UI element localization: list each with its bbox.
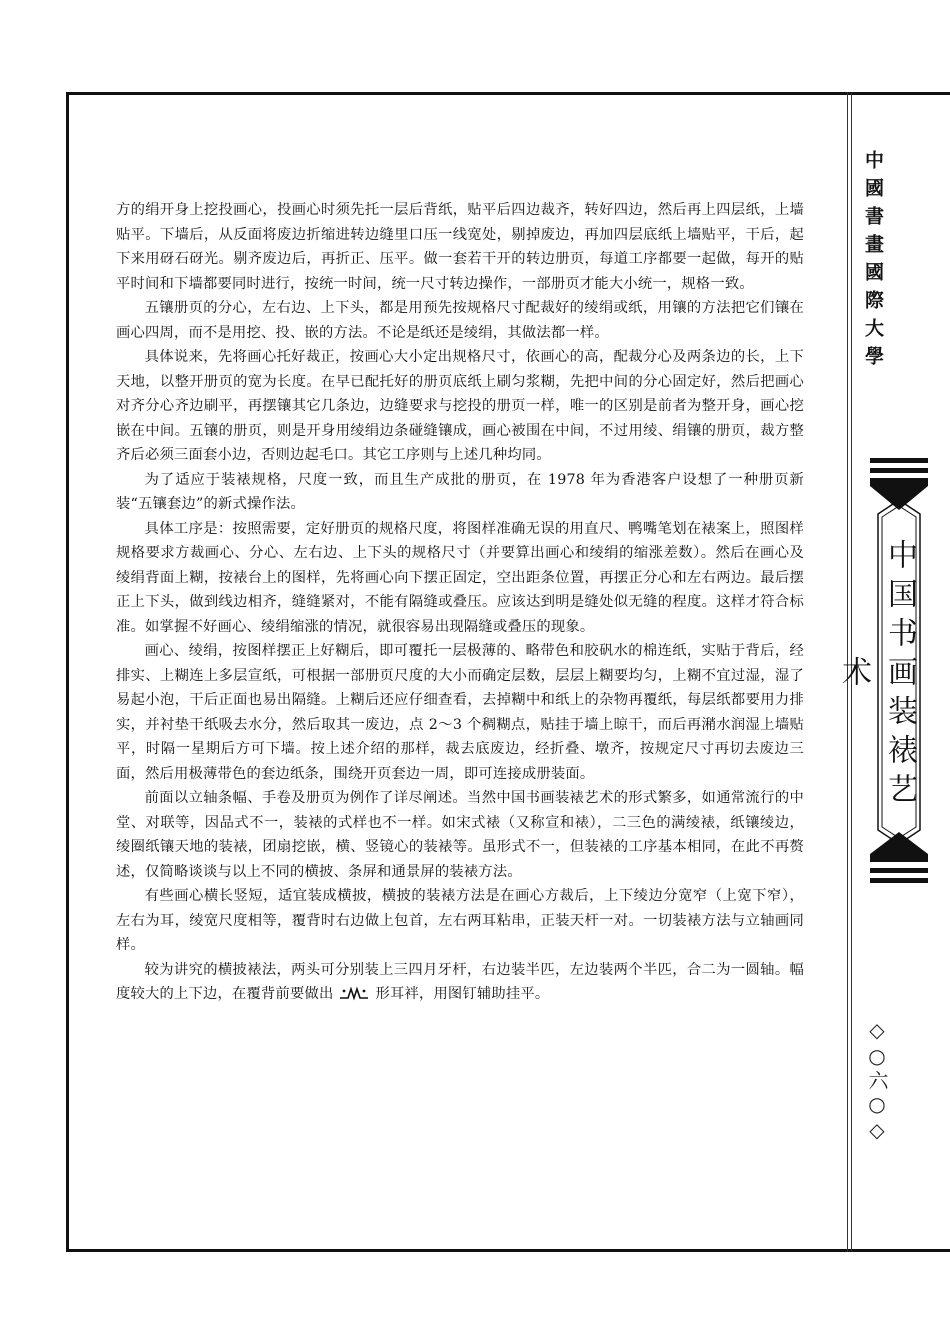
- paragraph: 方的绢开身上挖投画心，投画心时须先托一层后背纸，贴平后四边裁齐，转好四边，然后再上四层纸，上墙贴平。下墙后，从反面将废边折缩进转边缝里口压一线宽处，剔掉废边，再加四层底纸上墙贴平，干后，起下来用砑石砑光。剔齐废边后，再折正、压平。做一套若干开的转边册页，每道工序都要一起做，每开的贴平时间和下墙都要同时进行，按统一时间，统一尺寸转边操作，一部册页才能大小统一，规格一致。: [116, 202, 804, 292]
- paragraph-text: 形耳袢，用图钉辅助挂平。: [375, 986, 550, 1002]
- paragraph: 具体工序是：按照需要，定好册页的规格尺度，将图样准确无误的用直尺、鸭嘴笔划在裱案上，照图样规格要求方裁画心、分心、左右边、上下头的规格尺寸（并要算出画心和绫绢的缩涨差数）。然后在画心及绫绢背面上糊，按裱台上的图样，先将画心向下摆正固定，空出距条位置，再摆正分心和左右两边。最后摆正上下头，做到线边相齐，缝缝紧对，不能有隔缝或叠压。应该达到明是缝处似无缝的程度。这样才符合标准。如掌握不好画心、绫绢缩涨的情况，就很容易出现隔缝或叠压的现象。: [116, 520, 804, 635]
- paragraph: 有些画心横长竖短，适宜装成横披，横披的装裱方法是在画心方裁后，上下绫边分宽窄（上宽下窄），左右为耳，绫宽尺度相等，覆背时右边做上包首，左右两耳粘串，正装天杆一对。一切装裱方法与立轴画同样。: [116, 888, 804, 953]
- paragraph-last: [116, 958, 804, 1007]
- ear-tab-shape-icon: [339, 985, 369, 1001]
- body-text: [116, 198, 804, 1007]
- paragraph-text: 较为讲究的横披裱法，两头可分别装上三四月牙杆，右边装半匹，左边装两个半匹，合二为一圆轴。幅度较大的上下边，在覆背前要做出: [116, 961, 804, 1002]
- paragraph: 前面以立轴条幅、手卷及册页为例作了详尽阐述。当然中国书画装裱艺术的形式繁多，如通常流行的中堂、对联等，因品式不一，装裱的式样也不一样。如宋式裱（又称宣和裱），二三色的满绫裱，纸镶绫边，绫圈纸镶天地的装裱，团扇挖嵌，横、竖镜心的装裱等。虽形式不一，但装裱的工序基本相同，在此不再赘述，仅简略谈谈与以上不同的横披、条屏和通景屏的装裱方法。: [116, 790, 804, 880]
- publisher-name: 中國書畫國際大學: [862, 150, 884, 374]
- book-title: 中国书画装裱艺术: [836, 538, 917, 812]
- paragraph: 画心、绫绢，按图样摆正上好糊后，即可覆托一层极薄的、略带色和胶矾水的棉连纸，实贴于背后，经排实、上糊连上多层宣纸，可根据一部册页尺度的大小而确定层数，层层上糊要均匀，上糊不宜过湿，湿了易起小泡，干后正面也易出隔缝。上糊后还应仔细查看，去掉糊中和纸上的杂物再覆纸，每层纸都要用力排实，并衬垫干纸吸去水分，然后取其一废边，点 2～3 个稠糊点，贴挂于墙上晾干，而后再潲水润湿上墙贴平，时隔一星期后方可下墙。按上述介绍的那样，裁去底废边，经折叠、墩齐，按规定尺寸再切去废边三面，然后用极薄带色的套边纸条，围绕开页套边一周，即可连接成册装面。: [116, 643, 804, 782]
- paragraph: 为了适应于装裱规格，尺度一致，而且生产成批的册页，在 1978 年为香港客户设想了一种册页新装“五镶套边”的新式操作法。: [116, 471, 804, 512]
- page-number: ◇○六○◇: [865, 1018, 889, 1144]
- paragraph: 具体说来，先将画心托好裁正，按画心大小定出规格尺寸，依画心的高，配裁分心及两条边的长，上下天地，以整开册页的宽为长度。在早已配托好的册页底纸上刷匀浆糊，先把中间的分心固定好，然后把画心对齐分心齐边刷平，再摆镶其它几条边，边缝要求与挖投的册页一样，唯一的区别是前者为整开身，画心挖嵌在中间。五镶的册页，则是开身用绫绢边条碰缝镶成，画心被围在中间，不过用绫、绢镶的册页，裁方整齐后必须三面套小边，否则边起毛口。其它工序则与上述几种均同。: [116, 349, 804, 463]
- paragraph: 五镶册页的分心，左右边、上下头，都是用预先按规格尺寸配裁好的绫绢或纸，用镶的方法把它们镶在画心四周，而不是用挖、投、嵌的方法。不论是纸还是绫绢，其做法都一样。: [116, 300, 804, 341]
